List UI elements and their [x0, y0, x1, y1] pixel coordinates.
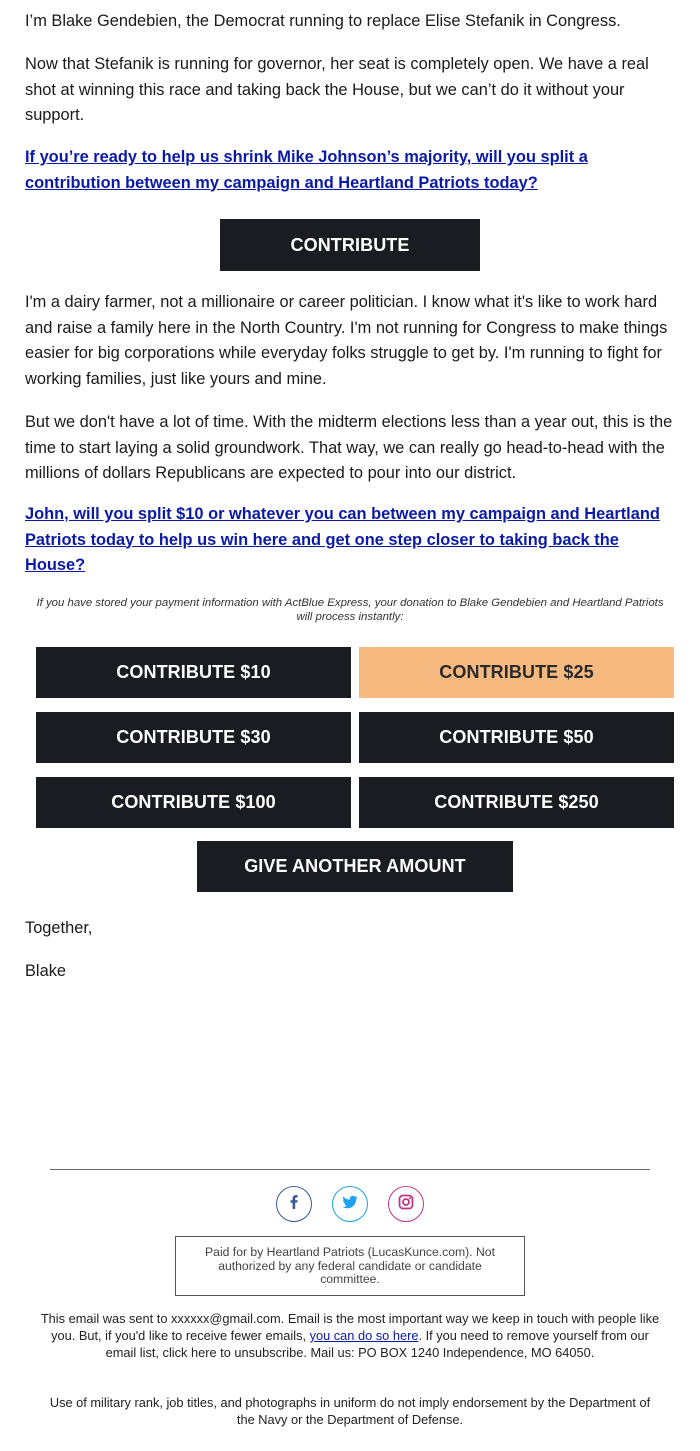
military-disclaimer: Use of military rank, job titles, and photographs in uniform do not imply endorsement by the Department of the Navy or the Department of Defense.: [49, 1395, 651, 1427]
recipient-email: xxxxxx@gmail.com: [171, 1311, 281, 1326]
contribute-button[interactable]: CONTRIBUTE: [220, 219, 480, 271]
instagram-link[interactable]: [388, 1186, 424, 1222]
contribute-10-button[interactable]: CONTRIBUTE $10: [36, 647, 351, 698]
split-10-link[interactable]: John, will you split $10 or whatever you can between my campaign and Heartland Patriots today to help us win here and get one step closer to taking back the House?: [25, 505, 660, 574]
contribute-50-button[interactable]: CONTRIBUTE $50: [359, 712, 674, 763]
instagram-icon: [396, 1192, 416, 1217]
footer-subscription-text: [40, 1310, 660, 1361]
contribute-250-button[interactable]: CONTRIBUTE $250: [359, 777, 674, 828]
footer-sent-prefix: This email was sent to: [40, 1311, 172, 1326]
footer-sent-middle: . Email is the most important way we keep in touch with people like you. But, if you'd like to receive fewer emails,: [51, 1311, 660, 1343]
paid-for-disclaimer: Paid for by Heartland Patriots (LucasKunce.com). Not authorized by any federal candidate or candidate committee.: [175, 1236, 525, 1296]
give-another-amount-button[interactable]: GIVE ANOTHER AMOUNT: [197, 841, 513, 892]
twitter-link[interactable]: [332, 1186, 368, 1222]
contribute-25-button[interactable]: CONTRIBUTE $25: [359, 647, 674, 698]
cta-paragraph-2: [25, 502, 665, 579]
contribute-100-button[interactable]: CONTRIBUTE $100: [36, 777, 351, 828]
signoff-closing: Together,: [25, 919, 93, 937]
footer-sent-suffix: . If you need to remove yourself from our email list, click here to unsubscribe. Mail us: PO BOX 1240 Independence, MO 64050.: [105, 1328, 649, 1360]
intro-paragraph-1: I’m Blake Gendebien, the Democrat running to replace Elise Stefanik in Congress.: [25, 12, 621, 30]
intro-paragraph-2: Now that Stefanik is running for governor, her seat is completely open. We have a real shot at winning this race and taking back the House, but we can’t do it without your support.: [25, 55, 649, 124]
actblue-express-note: If you have stored your payment information with ActBlue Express, your donation to Blake Gendebien and Heartland Patriots will process instantly:: [36, 597, 664, 623]
facebook-icon: [284, 1192, 304, 1217]
footer-divider: [50, 1169, 650, 1170]
cta-paragraph-1: [25, 145, 665, 196]
story-paragraph-1: I'm a dairy farmer, not a millionaire or career politician. I know what it's like to work hard and raise a family here in the North Country. I'm not running for Congress to make things easier for big corporations while everyday folks struggle to get by. I'm running to fight for working families, just like yours and mine.: [25, 293, 668, 388]
fewer-emails-link[interactable]: you can do so here: [309, 1328, 419, 1343]
facebook-link[interactable]: [276, 1186, 312, 1222]
story-paragraph-2: But we don't have a lot of time. With the midterm elections less than a year out, this is the time to start laying a solid groundwork. That way, we can really go head-to-head with the millions of dollars Republicans are expected to pour into our district.: [25, 413, 673, 482]
contribute-30-button[interactable]: CONTRIBUTE $30: [36, 712, 351, 763]
signoff-name: Blake: [25, 962, 67, 980]
split-contribution-link[interactable]: If you’re ready to help us shrink Mike Johnson’s majority, will you split a contribution between my campaign and Heartland Patriots today?: [25, 148, 588, 192]
twitter-icon: [340, 1192, 360, 1217]
